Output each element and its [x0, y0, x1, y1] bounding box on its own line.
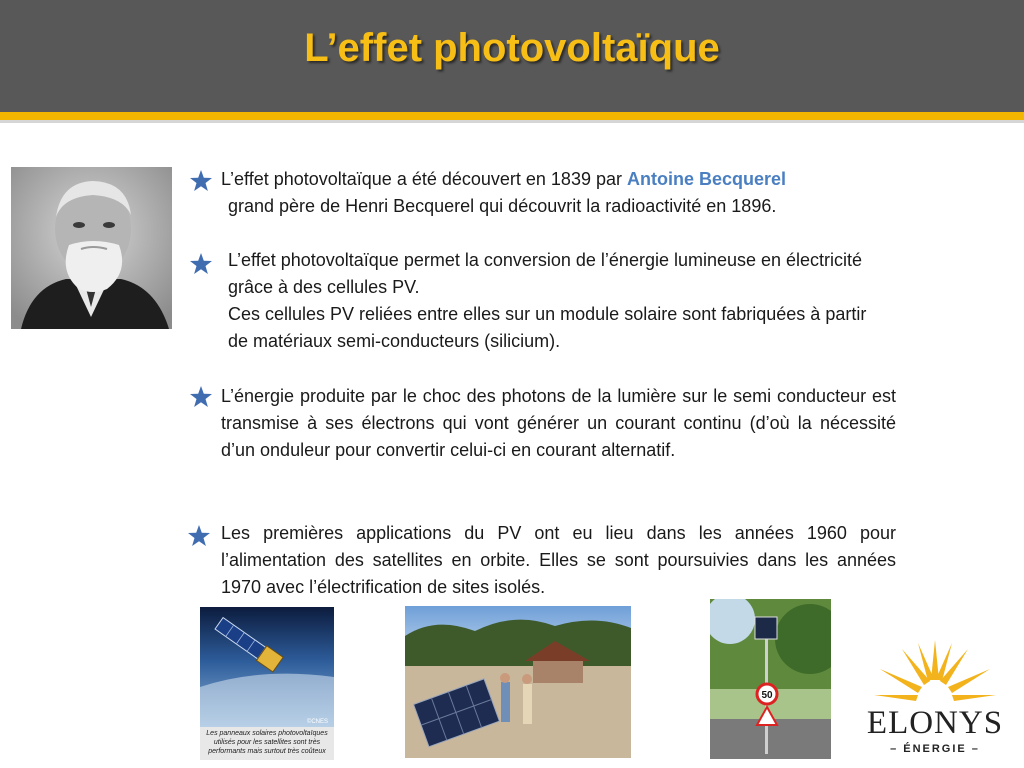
- header-accent-band: [0, 112, 1024, 120]
- bullet-3-text: L’énergie produite par le choc des photons de la lumière sur le semi conducteur est transmise à ses électrons qui vont générer un courant continu (d’où la nécessité d’un onduleur pour convertir celui-ci en courant alternatif.: [221, 386, 896, 460]
- satellite-image: [200, 607, 334, 760]
- solar-road-sign-image: [710, 599, 831, 759]
- bullet-4-text: Les premières applications du PV ont eu lieu dans les années 1960 pour l’alimentation des satellites en orbite. Elles se sont poursuivies dans les années 1970 avec l’électrification de sites isolés.: [221, 523, 896, 597]
- becquerel-name-highlight: Antoine Becquerel: [626, 169, 787, 189]
- star-bullet-icon: [189, 385, 213, 409]
- solar-panel-field-image: [405, 606, 631, 758]
- bullet-paragraph-4: [221, 520, 896, 601]
- star-bullet-icon: [187, 524, 211, 548]
- bullet-2-text-continued: Ces cellules PV reliées entre elles sur un module solaire sont fabriquées à partir de matériaux semi-conducteurs (silicium).: [228, 304, 867, 351]
- bullet-paragraph-3: [221, 383, 896, 464]
- satellite-caption: Les panneaux solaires photovoltaïques utilisés pour les satellites sont très performants mais surtout très coûteux: [206, 730, 328, 755]
- speed-limit-sign: 50: [761, 690, 773, 701]
- elonys-logo: [860, 635, 1010, 760]
- sun-logo-icon: [860, 635, 1010, 705]
- bullet-1-text-before: L’effet photovoltaïque a été découvert en 1839 par: [221, 169, 627, 189]
- becquerel-portrait-image: [11, 167, 172, 329]
- header-divider: [0, 120, 1024, 123]
- elonys-logo-subtitle: – ÉNERGIE –: [890, 743, 980, 755]
- bullet-2-text: L’effet photovoltaïque permet la conversion de l’énergie lumineuse en électricité grâce à des cellules PV.: [228, 250, 863, 297]
- bullet-paragraph-1: [221, 166, 896, 220]
- star-bullet-icon: [189, 169, 213, 193]
- bullet-paragraph-2: [221, 247, 888, 355]
- bullet-1-text-after: grand père de Henri Becquerel qui découvrit la radioactivité en 1896.: [228, 196, 777, 216]
- slide-title: L’effet photovoltaïque: [304, 26, 720, 70]
- elonys-logo-name: ELONYS: [866, 705, 1004, 741]
- satellite-credit: ©CNES: [306, 719, 328, 725]
- star-bullet-icon: [189, 252, 213, 276]
